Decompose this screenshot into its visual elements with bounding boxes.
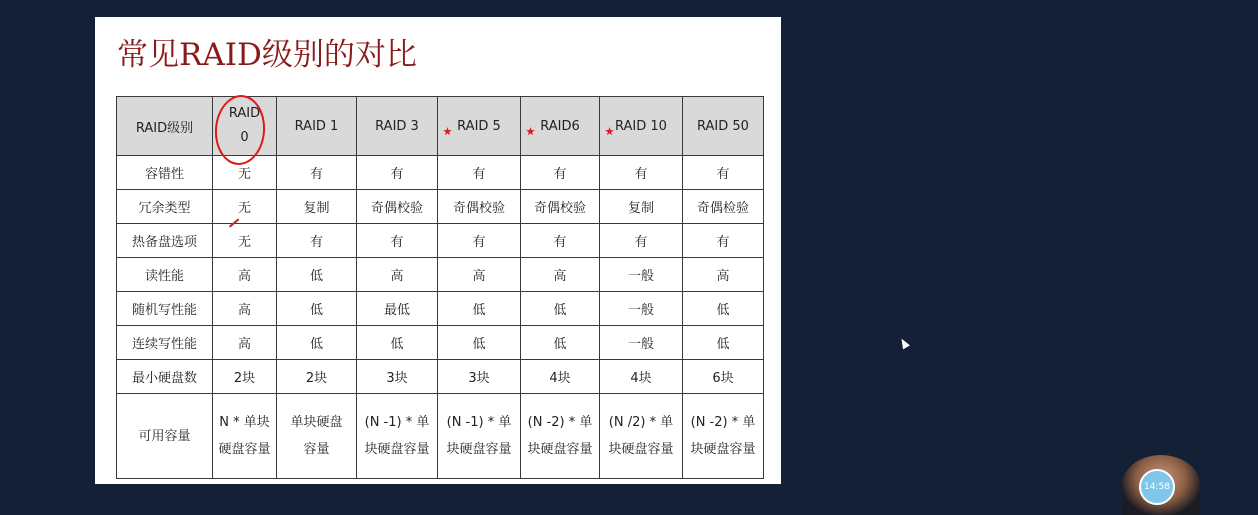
table-cell: 低 (438, 326, 521, 360)
cell-text: N * 单块硬盘容量 (218, 415, 271, 457)
table-row-read-performance (117, 258, 764, 292)
header-raid-10 (600, 97, 683, 156)
table-cell: 有 (357, 224, 438, 258)
table-cell: 复制 (600, 190, 683, 224)
cell-text: (N -2) * 单块硬盘容量 (690, 415, 756, 457)
table-cell: 有 (521, 156, 600, 190)
table-cell: 奇偶检验 (683, 190, 764, 224)
table-cell: 有 (683, 224, 764, 258)
table-cell: 一般 (600, 292, 683, 326)
table-cell: 2块 (213, 360, 277, 394)
table-cell: 奇偶校验 (438, 190, 521, 224)
table-cell: 低 (438, 292, 521, 326)
table-cell: 高 (213, 326, 277, 360)
table-cell: 低 (277, 258, 357, 292)
row-label: 最小硬盘数 (117, 360, 213, 394)
row-label: 连续写性能 (117, 326, 213, 360)
table-cell: 有 (521, 224, 600, 258)
table-cell: 低 (277, 292, 357, 326)
table-cell: 有 (277, 224, 357, 258)
header-raid-0-label: RAID 0 (228, 106, 261, 145)
table-cell (683, 394, 764, 479)
table-cell (213, 394, 277, 479)
table-cell (357, 394, 438, 479)
header-raid-6 (521, 97, 600, 156)
table-cell (600, 394, 683, 479)
table-row-usable-capacity (117, 394, 764, 479)
header-raid-0 (213, 97, 277, 156)
table-cell: 低 (277, 326, 357, 360)
table-cell: 复制 (277, 190, 357, 224)
table-cell: 有 (277, 156, 357, 190)
row-label: 热备盘选项 (117, 224, 213, 258)
slide-title: 常见RAID级别的对比 (117, 37, 417, 73)
table-cell: 最低 (357, 292, 438, 326)
row-label: 容错性 (117, 156, 213, 190)
header-raid-5 (438, 97, 521, 156)
table-cell: 高 (521, 258, 600, 292)
table-cell: 低 (683, 326, 764, 360)
table-row-hot-spare (117, 224, 764, 258)
cell-text: (N -2) * 单块硬盘容量 (527, 415, 593, 457)
table-cell: 3块 (438, 360, 521, 394)
row-label: 读性能 (117, 258, 213, 292)
table-cell: 低 (521, 292, 600, 326)
header-raid-50: RAID 50 (683, 97, 764, 156)
slide (95, 17, 781, 484)
row-label: 可用容量 (117, 394, 213, 479)
star-icon (605, 127, 614, 136)
table-cell: 有 (357, 156, 438, 190)
table-cell: 高 (438, 258, 521, 292)
table-cell: 低 (683, 292, 764, 326)
mouse-cursor-icon (898, 337, 910, 350)
table-header-row (117, 97, 764, 156)
table-row-fault-tolerance (117, 156, 764, 190)
table-cell (438, 394, 521, 479)
table-cell: 4块 (521, 360, 600, 394)
table-row-random-write (117, 292, 764, 326)
star-icon (443, 127, 452, 136)
table-row-redundancy-type (117, 190, 764, 224)
table-row-min-disks (117, 360, 764, 394)
table-cell: 奇偶校验 (521, 190, 600, 224)
table-cell: 有 (600, 156, 683, 190)
cell-text: (N -1) * 单块硬盘容量 (446, 415, 512, 457)
table-cell: 高 (683, 258, 764, 292)
cell-text: (N /2) * 单块硬盘容量 (608, 415, 674, 457)
table-cell: 有 (438, 224, 521, 258)
row-label: 冗余类型 (117, 190, 213, 224)
table-cell: 高 (213, 258, 277, 292)
header-raid-6-label: RAID6 (540, 118, 580, 134)
table-cell: 2块 (277, 360, 357, 394)
table-cell: 有 (438, 156, 521, 190)
table-cell: 高 (357, 258, 438, 292)
table-cell: 无 (213, 156, 277, 190)
table-cell (521, 394, 600, 479)
table-cell (277, 394, 357, 479)
cell-text: 单块硬盘容量 (290, 415, 343, 457)
table-cell: 无 (213, 224, 277, 258)
table-cell: 低 (357, 326, 438, 360)
header-raid-10-label: RAID 10 (615, 118, 667, 134)
header-raid-level: RAID级别 (117, 97, 213, 156)
table-cell: 4块 (600, 360, 683, 394)
raid-comparison-table (116, 96, 764, 479)
table-cell: 低 (521, 326, 600, 360)
table-cell: 一般 (600, 326, 683, 360)
row-label: 随机写性能 (117, 292, 213, 326)
table-cell: 无 (213, 190, 277, 224)
timer-badge: 14:58 (1139, 469, 1175, 505)
cell-text: (N -1) * 单块硬盘容量 (364, 415, 430, 457)
table-cell: 6块 (683, 360, 764, 394)
table-cell: 有 (683, 156, 764, 190)
table-cell: 奇偶校验 (357, 190, 438, 224)
table-cell: 3块 (357, 360, 438, 394)
table-cell: 有 (600, 224, 683, 258)
header-raid-5-label: RAID 5 (457, 118, 501, 134)
table-row-sequential-write (117, 326, 764, 360)
table-cell: 高 (213, 292, 277, 326)
star-icon (526, 127, 535, 136)
header-raid-1: RAID 1 (277, 97, 357, 156)
header-raid-3: RAID 3 (357, 97, 438, 156)
table-cell: 一般 (600, 258, 683, 292)
